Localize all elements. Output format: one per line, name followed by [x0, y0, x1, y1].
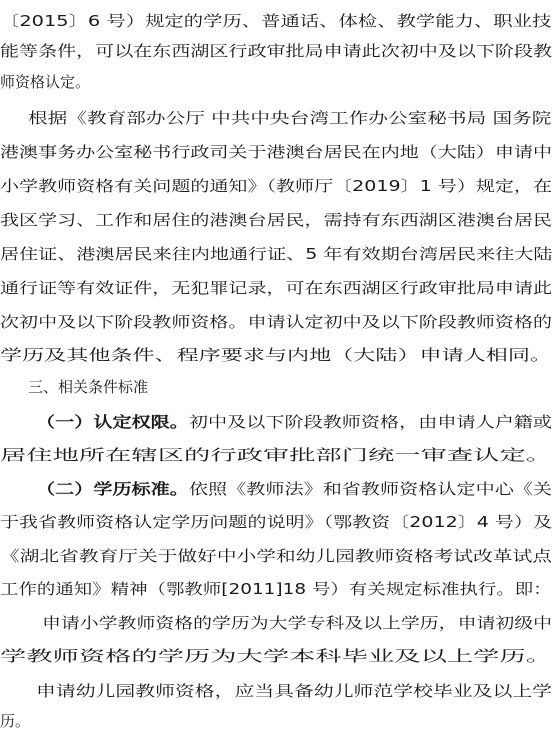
text-line: 师资格认定。: [0, 73, 91, 91]
item-1-heading: （一）认定权限。: [36, 413, 189, 431]
item-2-heading: （二）学历标准。: [36, 480, 189, 498]
text-line: 〔2015〕6 号）规定的学历、普通话、体检、教学能力、职业技: [0, 12, 552, 30]
text-line: 居住地所在辖区的行政审批部门统一审查认定。: [0, 446, 553, 464]
section-heading: 三、相关条件标准: [28, 378, 149, 396]
item-1-line: [36, 411, 552, 433]
text-line: 次初中及以下阶段教师资格。申请认定初中及以下阶段教师资格的: [0, 313, 553, 331]
text-line: 工作的通知》精神（鄂教师[2011]18 号）有关规定标准执行。即：: [0, 580, 552, 598]
text-line: 申请小学教师资格的学历为大学专科及以上学历，申请初级中: [42, 614, 553, 632]
text-line: 居住证、港澳居民来往内地通行证、5 年有效期台湾居民来往大陆: [0, 245, 553, 263]
text-line: 我区学习、工作和居住的港澳台居民，需持有东西湖区港澳台居民: [0, 211, 553, 229]
text-line: 能等条件，可以在东西湖区行政审批局申请此次初中及以下阶段教: [0, 42, 553, 60]
item-2-line: [36, 478, 552, 500]
text-line: 小学教师资格有关问题的通知》（教师厅〔2019〕1 号）规定，在: [0, 177, 553, 195]
text-line: 通行证等有效证件，无犯罪记录，可在东西湖区行政审批局申请此: [0, 279, 553, 297]
text-line: 历。: [0, 712, 31, 730]
item-1-text: 初中及以下阶段教师资格，由申请人户籍或: [188, 413, 553, 431]
text-line: 申请幼儿园教师资格，应当具备幼儿师范学校毕业及以上学: [36, 682, 553, 700]
text-line: 学教师资格的学历为大学本科毕业及以上学历。: [0, 647, 553, 665]
text-line: 根据《教育部办公厅 中共中央台湾工作办公室秘书局 国务院: [28, 109, 552, 127]
text-line: 学历及其他条件、程序要求与内地（大陆）申请人相同。: [0, 346, 553, 364]
item-2-text: 依照《教师法》和省教师资格认定中心《关: [188, 480, 553, 498]
text-line: 《湖北省教育厅关于做好中小学和幼儿园教师资格考试改革试点: [0, 547, 553, 565]
text-line: 于我省教师资格认定学历问题的说明》（鄂教资〔2012〕4 号）及: [0, 513, 553, 531]
text-line: 港澳事务办公室秘书行政司关于港澳台居民在内地（大陆）申请中: [0, 143, 553, 161]
